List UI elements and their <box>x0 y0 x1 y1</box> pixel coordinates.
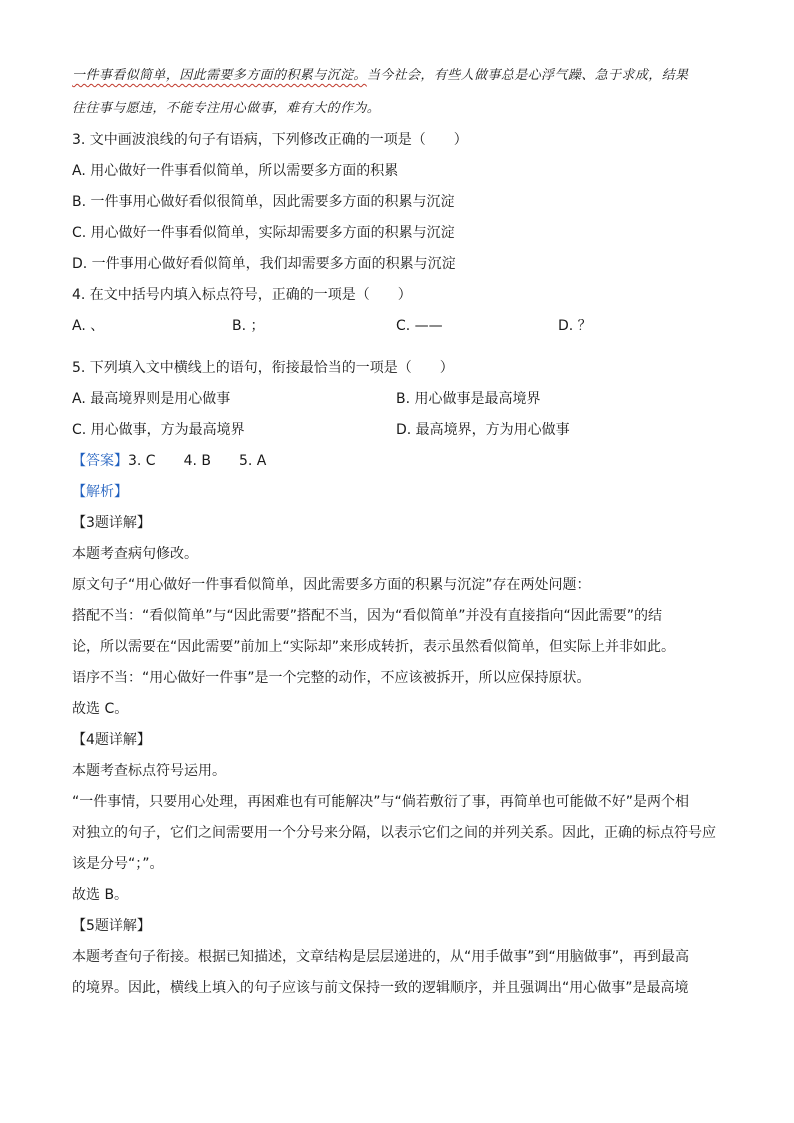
detail-4-line: 本题考查标点符号运用。 <box>72 763 226 779</box>
q5-option-a: A. 最高境界则是用心做事 <box>72 391 231 407</box>
detail-3-line: 语序不当：“用心做好一件事”是一个完整的动作，不应该被拆开，所以应保持原状。 <box>72 670 591 686</box>
detail-3-line: 论，所以需要在“因此需要”前加上“实际却”来形成转折，表示虽然看似简单，但实际上并非如此。 <box>72 639 676 655</box>
wavy-underlined-sentence: 一件事看似简单，因此需要多方面的积累与沉淀。 <box>72 68 367 83</box>
detail-4-heading: 【4题详解】 <box>72 732 151 748</box>
detail-3-conclusion: 故选 C。 <box>72 701 129 717</box>
detail-5-line: 的境界。因此，横线上填入的句子应该与前文保持一致的逻辑顺序，并且强调出“用心做事”是最高境 <box>72 980 689 996</box>
detail-5-heading: 【5题详解】 <box>72 918 151 934</box>
detail-4-conclusion: 故选 B。 <box>72 887 129 903</box>
detail-4-line: 该是分号“；”。 <box>72 856 164 872</box>
detail-3-line: 本题考查病句修改。 <box>72 546 198 562</box>
q4-stem: 4. 在文中括号内填入标点符号，正确的一项是（ ） <box>72 287 412 303</box>
passage-line-1-rest: 当今社会，有些人做事总是心浮气躁、急于求成，结果 <box>366 68 689 83</box>
q5-option-c: C. 用心做事，方为最高境界 <box>72 422 245 438</box>
passage-line-2: 往往事与愿违，不能专注用心做事，难有大的作为。 <box>72 101 381 116</box>
q3-option-d: D. 一件事用心做好看似简单，我们却需要多方面的积累与沉淀 <box>72 256 456 272</box>
q4-option-a: A. 、 <box>72 318 105 334</box>
q3-option-a: A. 用心做好一件事看似简单，所以需要多方面的积累 <box>72 163 399 179</box>
q5-option-d: D. 最高境界，方为用心做事 <box>396 422 570 438</box>
detail-3-line: 原文句子“用心做好一件事看似简单，因此需要多方面的积累与沉淀”存在两处问题： <box>72 577 591 593</box>
answer-text: 3. C 4. B 5. A <box>128 453 267 469</box>
q3-option-b: B. 一件事用心做好看似很简单，因此需要多方面的积累与沉淀 <box>72 194 455 210</box>
passage-line-1 <box>72 66 688 86</box>
q3-option-c: C. 用心做好一件事看似简单，实际却需要多方面的积累与沉淀 <box>72 225 455 241</box>
detail-3-heading: 【3题详解】 <box>72 515 151 531</box>
q5-stem: 5. 下列填入文中横线上的语句，衔接最恰当的一项是（ ） <box>72 360 454 376</box>
detail-4-line: 对独立的句子，它们之间需要用一个分号来分隔，以表示它们之间的并列关系。因此，正确的标点符号应 <box>72 825 716 841</box>
q5-option-b: B. 用心做事是最高境界 <box>396 391 541 407</box>
detail-3-line: 搭配不当：“看似简单”与“因此需要”搭配不当，因为“看似简单”并没有直接指向“因此需要”的结 <box>72 608 663 624</box>
q4-option-d: D. ？ <box>558 318 592 334</box>
q4-option-b: B. ； <box>232 318 265 334</box>
detail-5-line: 本题考查句子衔接。根据已知描述，文章结构是层层递进的，从“用手做事”到“用脑做事”，再到最高 <box>72 949 690 965</box>
answer-line <box>72 451 266 471</box>
q3-stem: 3. 文中画波浪线的句子有语病，下列修改正确的一项是（ ） <box>72 132 468 148</box>
q4-option-c: C. —— <box>396 318 443 334</box>
detail-4-line: “一件事情，只要用心处理，再困难也有可能解决”与“倘若敷衍了事，再简单也可能做不好”是两个相 <box>72 794 690 810</box>
analysis-label: 【解析】 <box>72 484 128 500</box>
answer-label: 【答案】 <box>72 453 128 469</box>
